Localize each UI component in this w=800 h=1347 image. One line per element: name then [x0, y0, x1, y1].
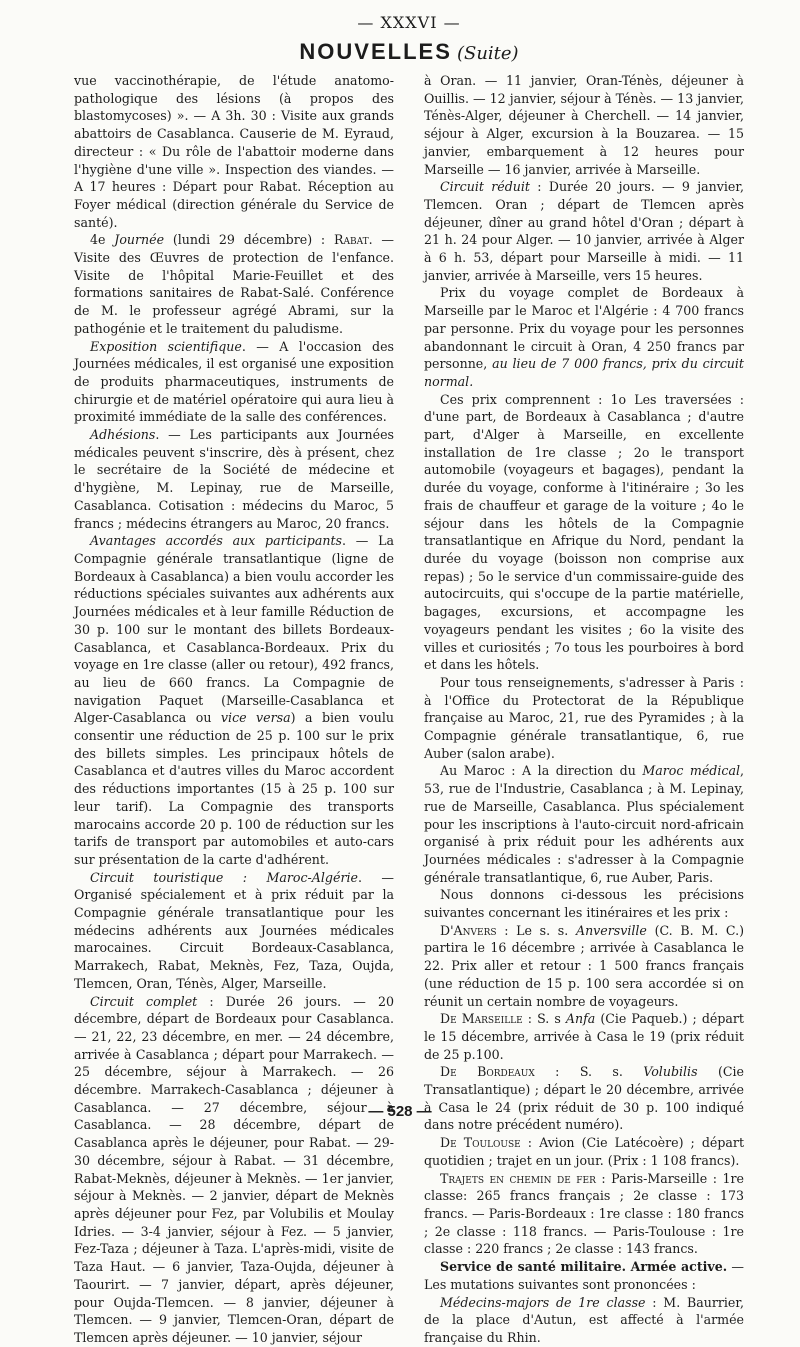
- paragraph: De Marseille : S. s Anfa (Cie Paqueb.) ; départ le 15 décembre, arrivée à Casa le 19 (prix réduit de 25 p.100.: [424, 1011, 744, 1062]
- page-title: [74, 38, 744, 66]
- page-number: — 528 —: [368, 1103, 432, 1120]
- page-roman-numeral: — XXXVI —: [357, 13, 461, 32]
- paragraph: vue vaccinothérapie, de l'étude anatomo-pathologique des lésions (à propos des blastomycoses) ». — A 3h. 30 : Visite aux grands abattoirs de Casablanca. Causerie de M. Eyraud, directeur : « Du rôle de l'abattoir moderne dans l'hygiène d'une ville ». Inspection des viandes. — A 17 heures : Départ pour Rabat. Réception au Foyer médical (direction générale du Service de santé).: [74, 73, 394, 230]
- two-column-body: [74, 72, 744, 1347]
- paragraph: à Oran. — 11 janvier, Oran-Ténès, déjeuner à Ouillis. — 12 janvier, séjour à Ténès. — 13 janvier, Ténès-Alger, déjeuner à Cherchell. — 14 janvier, séjour à Alger, excursion à la Bouzarea. — 15 janvier, embarquement à 12 heures pour Marseille — 16 janvier, arrivée à Marseille.: [424, 73, 744, 177]
- paragraph: De Toulouse : Avion (Cie Latécoère) ; départ quotidien ; trajet en un jour. (Prix : 1 108 francs).: [424, 1135, 745, 1168]
- paragraph: 4e Journée (lundi 29 décembre) : Rabat. — Visite des Œuvres de protection de l'enfance. Visite de l'hôpital Marie-Feuillet et des formations sanitaires de Rabat-Salé. Conférence de M. le professeur agrégé Abrami, sur la pathogénie et le traitement du paludisme.: [74, 232, 394, 336]
- paragraph: Circuit touristique : Maroc-Algérie. — Organisé spécialement et à prix réduit par la Compagnie générale transatlantique pour les médecins adhérents aux Journées médicales marocaines. Circuit Bordeaux-Casablanca, Marrakech, Rabat, Meknès, Fez, Taza, Oujda, Tlemcen, Oran, Ténès, Alger, Marseille.: [74, 869, 394, 991]
- paragraph: Avantages accordés aux participants. — La Compagnie générale transatlantique (ligne de Bordeaux à Casablanca) a bien voulu accorder les réductions spéciales suivantes aux adhérents aux Journées médicales et à leur famille Réduction de 30 p. 100 sur le montant des billets Bordeaux-Casablanca, et Casablanca-Bordeaux. Prix du voyage en 1re classe (aller ou retour), 492 francs, au lieu de 660 francs. La Compagnie de navigation Paquet (Marseille-Casablanca et Alger-Casablanca ou vice versa) a bien voulu consentir une réduction de 25 p. 100 sur le prix des billets simples. Les principaux hôtels de Casablanca et d'autres villes du Maroc accordent des réductions importantes (15 à 25 p. 100 sur leur tarif). La Compagnie des transports marocains accorde 20 p. 100 de réduction sur les tarifs de transport par automobiles et auto-cars sur présentation de la carte d'adhérent.: [74, 533, 394, 867]
- paragraph: D'Anvers : Le s. s. Anversville (C. B. M. C.) partira le 16 décembre ; arrivée à Casablanca le 22. Prix aller et retour : 1 500 francs français (une réduction de 15 p. 100 sera accordée si on réunit un certain nombre de voyageurs.: [424, 922, 744, 1009]
- paragraph: Service de santé militaire. Armée active. — Les mutations suivantes sont prononcées :: [424, 1259, 744, 1292]
- paragraph: Ces prix comprennent : 1o Les traversées : d'une part, de Bordeaux à Casablanca ; d'autre part, d'Alger à Marseille, en excellente installation de 1re classe ; 2o le transport automobile (voyageurs et bagages), pendant la durée du voyage, conforme à l'itinéraire ; 3o les frais de chauffeur et garage de la voiture ; 4o le séjour dans les hôtels de la Compagnie transatlantique en Afrique du Nord, pendant la durée du voyage (boisson non comprise aux repas) ; 5o le service d'un commissaire-guide des autocircuits, qui s'occupe de la partie matérielle, bagages, excursions, et accompagne les voyageurs pendant les visites ; 6o la visite des villes et curiosités ; 7o tous les pourboires à bord et dans les hôtels.: [424, 391, 744, 673]
- paragraph: Circuit complet : Durée 26 jours. — 20 décembre, départ de Bordeaux pour Casablanca. — 21, 22, 23 décembre, en mer. — 24 décembre, arrivée à Casablanca ; départ pour Marrakech. — 25 décembre, séjour à Marrakech. — 26 décembre. Marrakech-Casablanca ; déjeuner à Casablanca. — 27 décembre, séjour à Casablanca. — 28 décembre, départ de Casablanca après le déjeuner, pour Rabat. — 29-30 décembre, séjour à Rabat. — 31 décembre, Rabat-Meknès, déjeuner à Meknès. — 1er janvier, séjour à Meknès. — 2 janvier, départ de Meknès après déjeuner pour Fez, par Volubilis et Moulay Idries. — 3-4 janvier, séjour à Fez. — 5 janvier, Fez-Taza ; déjeuner à Taza. L'après-midi, visite de Taza Haut. — 6 janvier, Taza-Oujda, déjeuner à Taourirt. — 7 janvier, départ, après déjeuner, pour Oujda-Tlemcen. — 8 janvier, déjeuner à Tlemcen. — 9 janvier, Tlemcen-Oran, départ de Tlemcen après déjeuner. — 10 janvier, séjour: [74, 993, 395, 1345]
- paragraph: Au Maroc : A la direction du Maroc médical, 53, rue de l'Industrie, Casablanca ; à M. Lepinay, rue de Marseille, Casablanca. Plus spécialement pour les inscriptions à l'auto-circuit nord-africain organisé à prix réduit pour les adhérents aux Journées médicales : s'adresser à la Compagnie générale transatlantique, 6, rue Auber, Paris.: [424, 763, 744, 885]
- paragraph: Prix du voyage complet de Bordeaux à Marseille par le Maroc et l'Algérie : 4 700 francs par personne. Prix du voyage pour les personnes abandonnant le circuit à Oran, 4 250 francs par personne, au lieu de 7 000 francs, prix du circuit normal.: [424, 285, 744, 389]
- title-text: NOUVELLES: [299, 39, 452, 64]
- title-suffix: (Suite): [456, 43, 519, 64]
- paragraph: Trajets en chemin de fer : Paris-Marseille : 1re classe: 265 francs français ; 2e classe : 173 francs. — Paris-Bordeaux : 1re classe : 180 francs ; 2e classe : 118 francs. — Paris-Toulouse : 1re classe : 220 francs ; 2e classe : 143 francs.: [424, 1170, 745, 1257]
- paragraph: Pour tous renseignements, s'adresser à Paris : à l'Office du Protectorat de la République française au Maroc, 21, rue des Pyramides ; à la Compagnie générale transatlantique, 6, rue Auber (salon arabe).: [424, 674, 744, 761]
- left-column: [74, 72, 394, 1347]
- paragraph: Nous donnons ci-dessous les précisions suivantes concernant les itinéraires et les prix :: [424, 887, 744, 921]
- paragraph: Exposition scientifique. — A l'occasion des Journées médicales, il est organisé une exposition de produits pharmaceutiques, instruments de chirurgie et de matériel opératoire qui aura lieu à proximité immédiate de la salle des conférences.: [74, 338, 394, 425]
- paragraph: Médecins-majors de 1re classe : M. Baurrier, de la place d'Autun, est affecté à l'armée française du Rhin.: [424, 1294, 745, 1345]
- paragraph: De Bordeaux : S. s. Volubilis (Cie Transatlantique) ; départ le 20 décembre, arrivée à Casa le 24 (prix réduit de 30 p. 100 indiqué dans notre précédent numéro).: [424, 1064, 744, 1133]
- right-column: [424, 72, 744, 1347]
- paragraph: Circuit réduit : Durée 20 jours. — 9 janvier, Tlemcen. Oran ; départ de Tlemcen après déjeuner, dîner au grand hôtel d'Oran ; départ à 21 h. 24 pour Alger. — 10 janvier, arrivée à Alger à 6 h. 53, départ pour Marseille à midi. — 11 janvier, arrivée à Marseille, vers 15 heures.: [424, 179, 744, 283]
- paragraph: Adhésions. — Les participants aux Journées médicales peuvent s'inscrire, dès à présent, chez le secrétaire de la Société de médecine et d'hygiène, M. Lepinay, rue de Marseille, Casablanca. Cotisation : médecins du Maroc, 5 francs ; médecins étrangers au Maroc, 20 francs.: [74, 427, 394, 531]
